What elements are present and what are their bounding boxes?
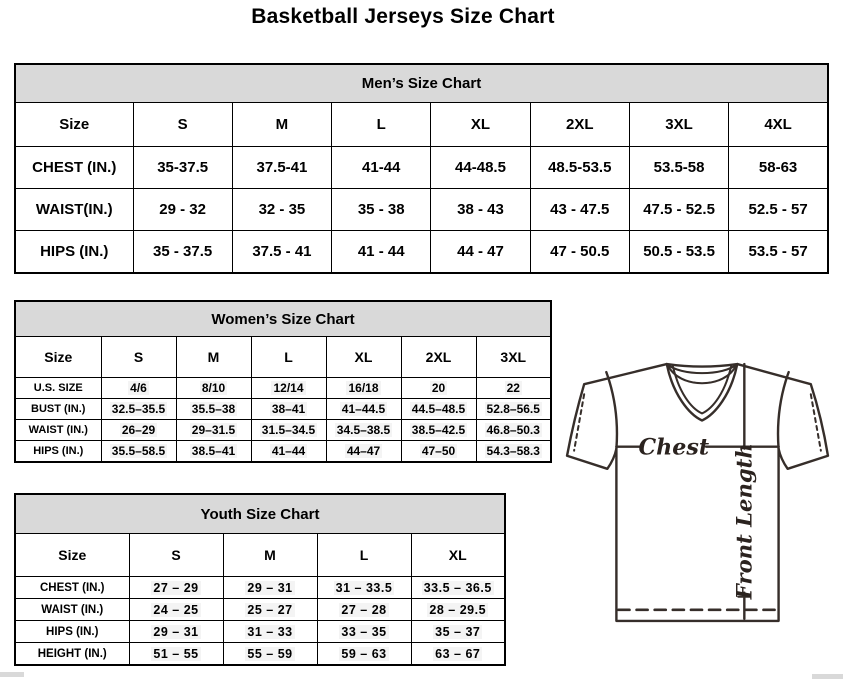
left-sleeve-seam (606, 372, 617, 449)
size-cell (476, 399, 551, 420)
table-row (15, 378, 551, 399)
size-cell (401, 420, 476, 441)
size-cell (223, 643, 317, 666)
size-cell (317, 643, 411, 666)
row-label: U.S. SIZE (15, 378, 101, 399)
cell-value: 28 – 29.5 (429, 602, 487, 617)
size-cell (223, 621, 317, 643)
size-cell (317, 599, 411, 621)
size-cell: 29 - 32 (133, 189, 232, 231)
mens-size-header-row (15, 103, 828, 147)
row-label: HEIGHT (IN.) (15, 643, 129, 666)
size-cell (251, 420, 326, 441)
table-row (15, 577, 505, 599)
column-header: L (251, 337, 326, 378)
size-cell (411, 577, 505, 599)
cell-value: 46.8–50.3 (486, 423, 540, 437)
column-header: 3XL (629, 103, 728, 147)
table-row (15, 231, 828, 274)
size-cell: 41-44 (332, 147, 431, 189)
column-header: S (129, 534, 223, 577)
cell-value: 24 – 25 (153, 602, 199, 617)
table-row (15, 399, 551, 420)
size-cell (129, 577, 223, 599)
womens-chart-title: Women’s Size Chart (15, 301, 551, 337)
cell-value: 31.5–34.5 (261, 423, 316, 437)
cell-value: 33.5 – 36.5 (423, 580, 492, 595)
size-cell (129, 599, 223, 621)
column-header: XL (326, 337, 401, 378)
cell-value: 47–50 (421, 444, 456, 458)
size-cell (101, 441, 176, 463)
column-header: M (176, 337, 251, 378)
cell-value: 29 – 31 (247, 580, 293, 595)
cell-value: 52.8–56.5 (486, 402, 540, 416)
size-cell: 53.5 - 57 (729, 231, 828, 274)
bottom-right-edge-artifact (812, 674, 843, 679)
size-cell: 44 - 47 (431, 231, 530, 274)
size-cell (326, 420, 401, 441)
size-cell (476, 378, 551, 399)
youth-size-header-row (15, 534, 505, 577)
cell-value: 55 – 59 (247, 646, 293, 661)
size-cell (101, 420, 176, 441)
column-header: Size (15, 103, 133, 147)
row-label: CHEST (IN.) (15, 577, 129, 599)
cell-value: 31 – 33 (247, 624, 293, 639)
table-row (15, 621, 505, 643)
row-label: HIPS (IN.) (15, 621, 129, 643)
size-cell: 35-37.5 (133, 147, 232, 189)
collar-top-line (667, 364, 738, 367)
cell-value: 41–44 (271, 444, 306, 458)
page-title: Basketball Jerseys Size Chart (251, 5, 555, 28)
row-label: CHEST (IN.) (15, 147, 133, 189)
size-cell (251, 441, 326, 463)
size-cell: 48.5-53.5 (530, 147, 629, 189)
column-header: L (332, 103, 431, 147)
size-cell: 32 - 35 (232, 189, 331, 231)
column-header: L (317, 534, 411, 577)
chest-label: Chest (638, 434, 710, 461)
youth-chart-title: Youth Size Chart (15, 494, 505, 534)
cell-value: 35 – 37 (435, 624, 481, 639)
cell-value: 44–47 (346, 444, 381, 458)
size-cell (129, 621, 223, 643)
mens-chart-title: Men’s Size Chart (15, 64, 828, 103)
size-cell: 41 - 44 (332, 231, 431, 274)
right-sleeve-seam (778, 372, 789, 449)
cell-value: 22 (506, 381, 520, 395)
cell-value: 8/10 (201, 381, 226, 395)
size-cell (176, 378, 251, 399)
cell-value: 38–41 (271, 402, 306, 416)
size-cell: 44-48.5 (431, 147, 530, 189)
womens-size-chart-table (14, 300, 552, 463)
table-row (15, 147, 828, 189)
size-cell (317, 621, 411, 643)
size-cell (101, 399, 176, 420)
cell-value: 38.5–41 (191, 444, 236, 458)
column-header: 4XL (729, 103, 828, 147)
size-cell: 58-63 (729, 147, 828, 189)
mens-chart-header-band (15, 64, 828, 103)
column-header: XL (411, 534, 505, 577)
cell-value: 4/6 (130, 381, 147, 395)
column-header: 2XL (530, 103, 629, 147)
bottom-left-edge-artifact (0, 672, 24, 677)
size-cell (317, 577, 411, 599)
cell-value: 20 (431, 381, 446, 395)
cell-value: 27 – 29 (153, 580, 199, 595)
size-cell (411, 643, 505, 666)
size-cell (326, 441, 401, 463)
cell-value: 41–44.5 (341, 402, 386, 416)
size-cell: 47 - 50.5 (530, 231, 629, 274)
size-cell: 43 - 47.5 (530, 189, 629, 231)
cell-value: 31 – 33.5 (335, 580, 393, 595)
jersey-measurement-diagram (562, 358, 836, 628)
size-cell (476, 420, 551, 441)
column-header: S (133, 103, 232, 147)
column-header: M (223, 534, 317, 577)
cell-value: 35.5–58.5 (111, 444, 166, 458)
column-header: 3XL (476, 337, 551, 378)
size-cell (223, 599, 317, 621)
size-cell: 53.5-58 (629, 147, 728, 189)
cell-value: 51 – 55 (153, 646, 199, 661)
size-cell (326, 399, 401, 420)
row-label: WAIST(IN.) (15, 189, 133, 231)
youth-chart-header-band (15, 494, 505, 534)
cell-value: 63 – 67 (435, 646, 481, 661)
size-cell (476, 441, 551, 463)
cell-value: 54.3–58.3 (486, 444, 540, 458)
row-label: BUST (IN.) (15, 399, 101, 420)
jersey-outline (567, 364, 828, 621)
row-label: HIPS (IN.) (15, 441, 101, 463)
cell-value: 59 – 63 (341, 646, 387, 661)
column-header: S (101, 337, 176, 378)
column-header: XL (431, 103, 530, 147)
table-row (15, 643, 505, 666)
cell-value: 34.5–38.5 (336, 423, 391, 437)
womens-chart-header-band (15, 301, 551, 337)
size-cell (176, 399, 251, 420)
cell-value: 29–31.5 (191, 423, 236, 437)
size-cell (176, 441, 251, 463)
cell-value: 16/18 (348, 381, 379, 395)
size-cell: 37.5-41 (232, 147, 331, 189)
column-header: 2XL (401, 337, 476, 378)
column-header: Size (15, 337, 101, 378)
size-cell: 35 - 38 (332, 189, 431, 231)
size-cell (251, 378, 326, 399)
youth-size-chart-table (14, 493, 506, 666)
size-cell (251, 399, 326, 420)
size-cell (401, 399, 476, 420)
size-cell: 35 - 37.5 (133, 231, 232, 274)
column-header: Size (15, 534, 129, 577)
size-cell (411, 621, 505, 643)
column-header: M (232, 103, 331, 147)
cell-value: 29 – 31 (153, 624, 199, 639)
cell-value: 12/14 (273, 381, 304, 395)
cell-value: 26–29 (121, 423, 156, 437)
size-cell (223, 577, 317, 599)
size-cell (401, 378, 476, 399)
cell-value: 44.5–48.5 (411, 402, 466, 416)
size-cell: 37.5 - 41 (232, 231, 331, 274)
cell-value: 32.5–35.5 (111, 402, 166, 416)
table-row (15, 189, 828, 231)
size-cell (326, 378, 401, 399)
front-length-label: Front Length (731, 443, 757, 600)
womens-size-header-row (15, 337, 551, 378)
size-cell (401, 441, 476, 463)
cell-value: 35.5–38 (191, 402, 236, 416)
table-row (15, 420, 551, 441)
row-label: HIPS (IN.) (15, 231, 133, 274)
cell-value: 27 – 28 (341, 602, 387, 617)
size-cell (101, 378, 176, 399)
size-cell (176, 420, 251, 441)
cell-value: 38.5–42.5 (411, 423, 466, 437)
cell-value: 25 – 27 (247, 602, 293, 617)
table-row (15, 441, 551, 463)
size-cell (411, 599, 505, 621)
table-row (15, 599, 505, 621)
size-cell (129, 643, 223, 666)
mens-size-chart-table (14, 63, 829, 274)
size-cell: 52.5 - 57 (729, 189, 828, 231)
size-cell: 47.5 - 52.5 (629, 189, 728, 231)
row-label: WAIST (IN.) (15, 420, 101, 441)
row-label: WAIST (IN.) (15, 599, 129, 621)
size-cell: 50.5 - 53.5 (629, 231, 728, 274)
cell-value: 33 – 35 (341, 624, 387, 639)
size-cell: 38 - 43 (431, 189, 530, 231)
